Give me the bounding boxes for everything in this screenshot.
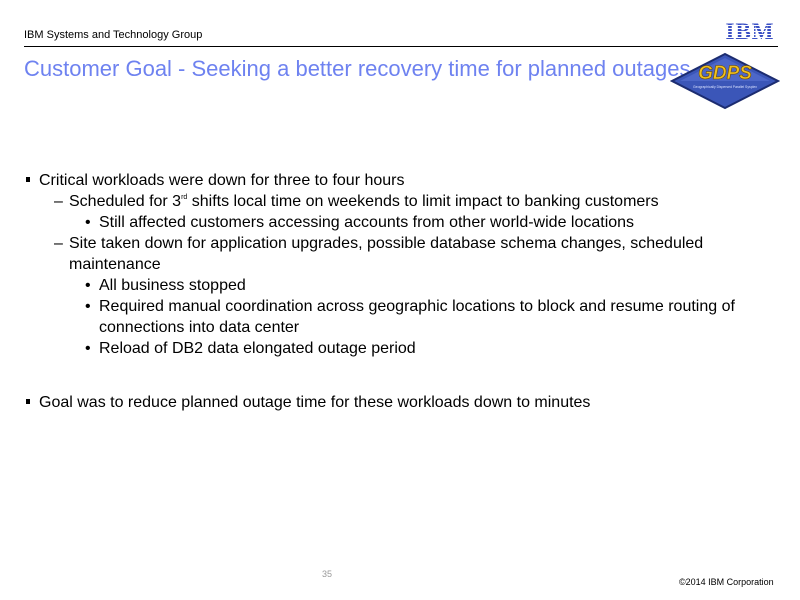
header-rule	[24, 46, 778, 47]
bullet-scheduled-suffix: shifts local time on weekends to limit impact to banking customers	[187, 193, 659, 210]
bullet-reload-db2: • Reload of DB2 data elongated outage period	[24, 338, 764, 359]
gdps-badge	[670, 52, 780, 110]
page-number: 35	[322, 569, 333, 579]
group-label: IBM Systems and Technology Group	[24, 29, 203, 41]
bullet-scheduled-superscript: rd	[181, 194, 188, 201]
slide-title: Customer Goal - Seeking a better recovery time for planned outages	[24, 56, 691, 81]
bullet-all-business-stopped: • All business stopped	[24, 275, 764, 296]
ibm-logo-text: IBM	[725, 20, 775, 42]
bullet-list	[24, 170, 764, 413]
bullet-goal: Goal was to reduce planned outage time for these workloads down to minutes	[24, 392, 764, 413]
ibm-logo	[722, 20, 778, 42]
bullet-scheduled-prefix: Scheduled for 3	[69, 193, 182, 210]
bullet-spacer	[24, 359, 764, 392]
gdps-badge-tagline: Geographically Dispersed Parallel Sysplex	[693, 85, 757, 89]
gdps-badge-text: GDPS	[698, 63, 752, 84]
bullet-critical-workloads: Critical workloads were down for three to four hours	[24, 170, 764, 191]
bullet-manual-coordination: • Required manual coordination across geographic locations to block and resume routing of connections into data center	[24, 296, 764, 338]
bullet-site-taken-down: – Site taken down for application upgrades, possible database schema changes, scheduled maintenance	[24, 233, 764, 275]
bullet-scheduled-shifts	[24, 191, 764, 212]
bullet-still-affected: • Still affected customers accessing accounts from other world-wide locations	[24, 212, 764, 233]
copyright: ©2014 IBM Corporation	[679, 577, 774, 587]
